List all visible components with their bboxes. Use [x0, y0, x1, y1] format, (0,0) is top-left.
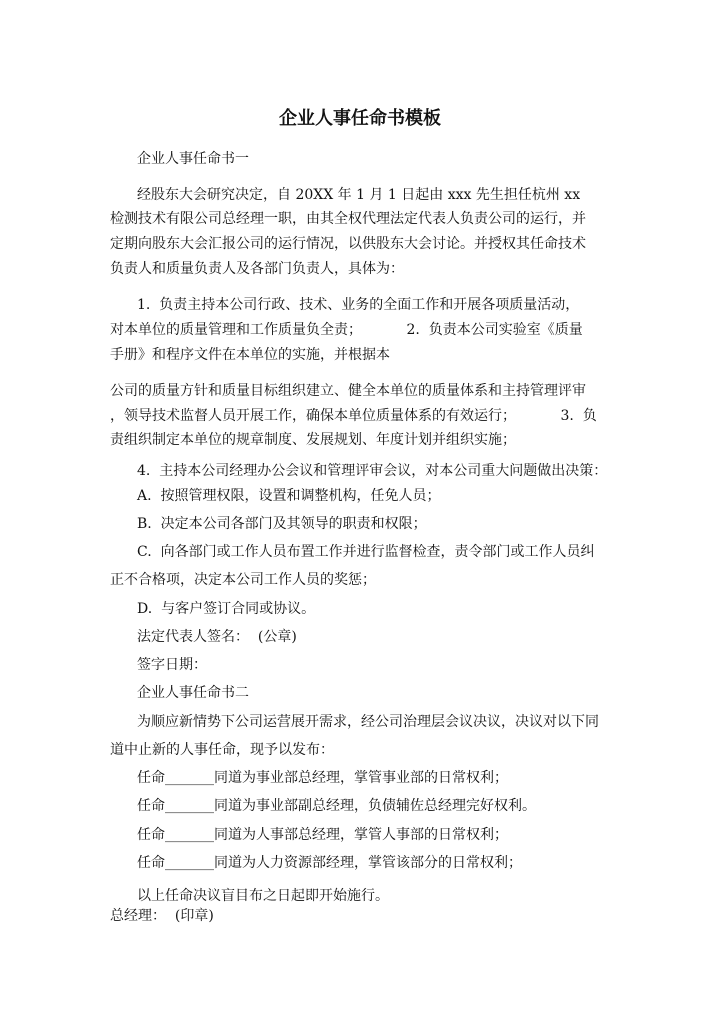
item-b: B. 决定本公司各部门及其领导的职责和权限； [137, 516, 427, 532]
duties1-line-3: 手册》和程序文件在本单位的实施，并根据本 [110, 347, 390, 363]
appointment-line-4: 任命_______同道为人力资源部经理，掌管该部分的日常权利； [137, 855, 522, 871]
intro-line-3: 定期向股东大会汇报公司的运行情况，以供股东大会讨论。并授权其任命技术 [110, 236, 586, 252]
intro-line-4: 负责人和质量负责人及各部门负责人，具体为： [110, 261, 404, 277]
appointment-line-3: 任命_______同道为人事部总经理，掌管人事部的日常权利； [137, 827, 508, 843]
duties2-line-1: 公司的质量方针和质量目标组织建立、健全本单位的质量体系和主持管理评审 [110, 383, 586, 399]
sign-date: 签字日期： [137, 657, 207, 673]
legal-rep-signature: 法定代表人签名： (公章) [137, 629, 297, 645]
effective-statement: 以上任命决议盲目布之日起即开始施行。 [137, 888, 389, 904]
duties1-line-2: 对本单位的质量管理和工作质量负全责； 2. 负责本公司实验室《质量 [110, 322, 583, 338]
intro-line-2: 检测技术有限公司总经理一职，由其全权代理法定代表人负责公司的运行，并 [110, 211, 586, 227]
item-c-line-1: C. 向各部门或工作人员布置工作并进行监督检查，责令部门或工作人员纠 [137, 544, 595, 560]
item-c-line-2: 正不合格项，决定本公司工作人员的奖惩； [110, 572, 376, 588]
item-d: D. 与客户签订合同或协议。 [137, 601, 316, 617]
intro-line-1: 经股东大会研究决定，自 20XX 年 1 月 1 日起由 xxx 先生担任杭州 xx [137, 187, 581, 203]
duty-4: 4. 主持本公司经理办公会议和管理评审会议，对本公司重大问题做出决策： [137, 463, 608, 479]
section2-heading: 企业人事任命书二 [137, 685, 249, 701]
document-title: 企业人事任命书模板 [279, 108, 441, 129]
section1-heading: 企业人事任命书一 [137, 151, 249, 167]
appointment-line-1: 任命_______同道为事业部总经理，掌管事业部的日常权利； [137, 770, 508, 786]
duties2-line-2: ，领导技术监督人员开展工作，确保本单位质量体系的有效运行； 3. 负 [110, 408, 597, 424]
appointment-line-2: 任命_______同道为事业部副总经理，负债辅佐总经理完好权利。 [137, 798, 536, 814]
duties2-line-3: 责组织制定本单位的规章制度、发展规划、年度计划并组织实施； [110, 432, 516, 448]
gm-signature: 总经理： (印章) [110, 908, 214, 924]
duties1-line-1: 1. 负责主持本公司行政、技术、业务的全面工作和开展各项质量活动， [137, 297, 580, 313]
item-a: A. 按照管理权限，设置和调整机构，任免人员； [137, 488, 441, 504]
section2-intro-line-2: 道中止新的人事任命，现予以发布： [110, 742, 334, 758]
section2-intro-line-1: 为顺应新情势下公司运营展开需求，经公司治理层会议决议，决议对以下同 [137, 714, 599, 730]
